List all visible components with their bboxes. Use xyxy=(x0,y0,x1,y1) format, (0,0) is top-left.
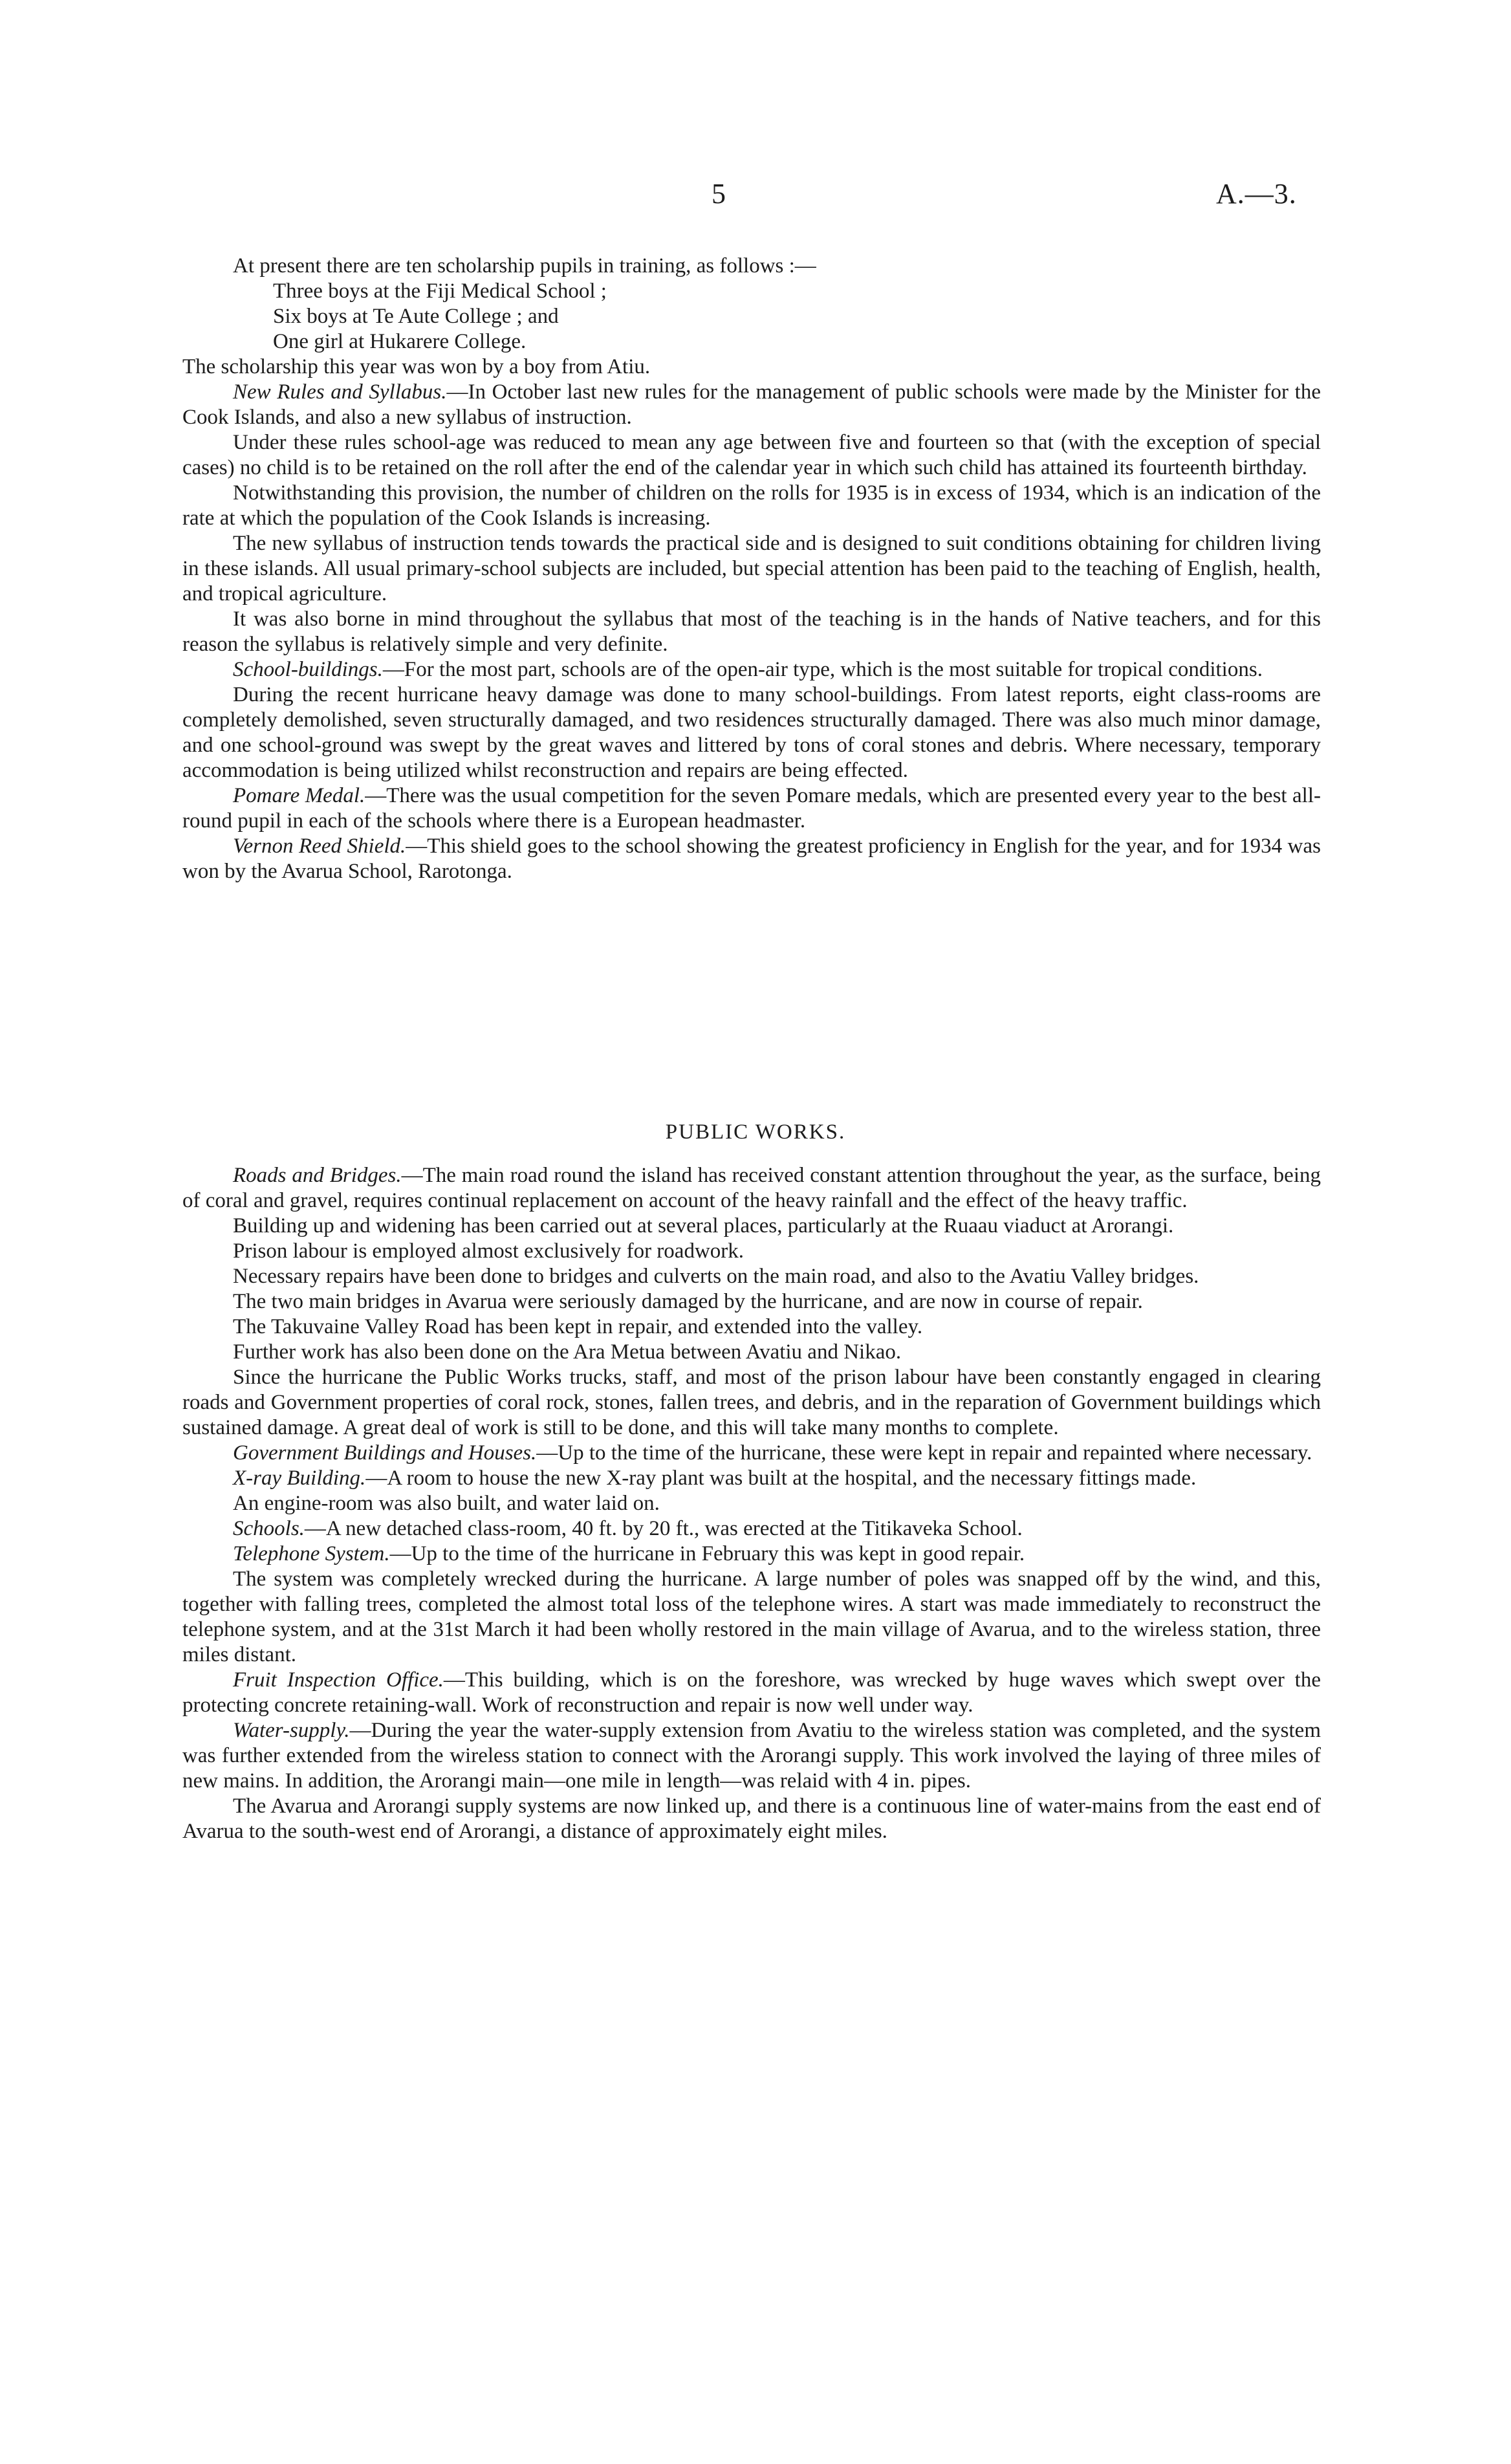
paragraph-government-buildings: Government Buildings and Houses.—Up to the time of the hurricane, these were kept in repair and repainted where necessary. xyxy=(233,1441,1312,1465)
document-reference: A.—3. xyxy=(1216,178,1297,210)
scholarship-pupils-list xyxy=(182,279,1321,354)
pupil-list-item: One girl at Hukarere College. xyxy=(273,330,527,353)
paragraph-ara-metua: Further work has also been done on the Ara Metua between Avatiu and Nikao. xyxy=(233,1340,902,1364)
paragraph-new-rules: New Rules and Syllabus.—In October last new rules for the management of public schools were made by the Minister for the Cook Islands, and also a new syllabus of instruction. xyxy=(182,380,1321,429)
heading-fruit-inspection: Fruit Inspection Office. xyxy=(233,1668,444,1692)
paragraph-school-buildings: School-buildings.—For the most part, schools are of the open-air type, which is the most suitable for tropical conditions. xyxy=(233,658,1263,681)
paragraph-engine-room: An engine-room was also built, and water laid on. xyxy=(233,1492,660,1515)
paragraph-pomare-medal: Pomare Medal.—There was the usual competition for the seven Pomare medals, which are presented every year to the best all-round pupil in each of the schools where there is a European headmaster. xyxy=(182,784,1321,833)
heading-schools: Schools. xyxy=(233,1517,305,1540)
paragraph-syllabus: The new syllabus of instruction tends towards the practical side and is designed to suit conditions obtaining for children living in these islands. All usual primary-school subjects are included, but special attention has been paid to the teaching of English, health, and tropical agriculture. xyxy=(182,532,1321,605)
heading-new-rules: New Rules and Syllabus. xyxy=(233,380,447,404)
pupil-list-item: Three boys at the Fiji Medical School ; xyxy=(273,279,607,303)
paragraph-roads-bridges: Roads and Bridges.—The main road round the island has received constant attention throughout the year, as the surface, being of coral and gravel, requires continual replacement on account of the heavy rainfall and the effect of the heavy traffic. xyxy=(182,1164,1321,1212)
paragraph-xray-building: X-ray Building.—A room to house the new X-ray plant was built at the hospital, and the necessary fittings made. xyxy=(233,1466,1197,1490)
paragraph-telephone-system: Telephone System.—Up to the time of the hurricane in February this was kept in good repair. xyxy=(233,1542,1025,1565)
paragraph-scholarship: The scholarship this year was won by a boy from Atiu. xyxy=(182,355,651,378)
heading-water-supply: Water-supply. xyxy=(233,1719,350,1742)
paragraph-school-age: Under these rules school-age was reduced to mean any age between five and fourteen so that (with the exception of special cases) no child is to be retained on the roll after the end of the calendar year in which such child has attained its fourteenth birthday. xyxy=(182,431,1321,479)
paragraph-notwithstanding: Notwithstanding this provision, the number of children on the rolls for 1935 is in excess of 1934, which is an indication of the rate at which the population of the Cook Islands is increasing. xyxy=(182,481,1321,530)
heading-pomare-medal: Pomare Medal. xyxy=(233,784,365,807)
paragraph-water-supply: Water-supply.—During the year the water-supply extension from Avatiu to the wireless station was completed, and the system was further extended from the wireless station to connect with the Arorangi supply. This work involved the laying of three miles of new mains. In addition, the Arorangi main—one mile in length—was relaid with 4 in. pipes. xyxy=(182,1719,1321,1793)
paragraph-hurricane-damage: During the recent hurricane heavy damage was done to many school-buildings. From latest reports, eight class-rooms are completely demolished, seven structurally damaged, and two residences structurally damaged. There was also much minor damage, and one school-ground was swept by the great waves and littered by tons of coral stones and debris. Where necessary, temporary accommodation is being utilized whilst reconstruction and repairs are being effected. xyxy=(182,683,1321,782)
paragraph-repairs: Necessary repairs have been done to bridges and culverts on the main road, and also to the Avatiu Valley bridges. xyxy=(233,1265,1199,1288)
paragraph-takuvaine: The Takuvaine Valley Road has been kept in repair, and extended into the valley. xyxy=(233,1315,923,1338)
heading-government-buildings: Government Buildings and Houses. xyxy=(233,1441,537,1465)
public-works-section xyxy=(182,1163,1321,1844)
pupil-list-item: Six boys at Te Aute College ; and xyxy=(273,305,559,328)
public-works-heading: PUBLIC WORKS. xyxy=(665,1120,846,1144)
paragraph-water-linked: The Avarua and Arorangi supply systems are now linked up, and there is a continuous line of water-mains from the east end of Avarua to the south-west end of Arorangi, a distance of approximately eight miles. xyxy=(182,1794,1321,1843)
paragraph-two-bridges: The two main bridges in Avarua were seriously damaged by the hurricane, and are now in course of repair. xyxy=(233,1290,1143,1313)
paragraph-widening: Building up and widening has been carried out at several places, particularly at the Ruaau viaduct at Arorangi. xyxy=(233,1214,1174,1237)
page-number: 5 xyxy=(712,178,726,210)
paragraph-since-hurricane: Since the hurricane the Public Works trucks, staff, and most of the prison labour have been constantly engaged in clearing roads and Government properties of coral rock, stones, fallen trees, and debris, and in the reparation of Government buildings which sustained damage. A great deal of work is still to be done, and this will take many months to complete. xyxy=(182,1366,1321,1439)
scholarship-intro: At present there are ten scholarship pupils in training, as follows :— xyxy=(233,254,816,278)
education-section xyxy=(182,254,1321,884)
paragraph-vernon-reed-shield: Vernon Reed Shield.—This shield goes to the school showing the greatest proficiency in English for the year, and for 1934 was won by the Avarua School, Rarotonga. xyxy=(182,834,1321,883)
heading-school-buildings: School-buildings. xyxy=(233,658,383,681)
heading-roads-bridges: Roads and Bridges. xyxy=(233,1164,402,1187)
heading-vernon-reed-shield: Vernon Reed Shield. xyxy=(233,834,406,858)
paragraph-borne-in-mind: It was also borne in mind throughout the syllabus that most of the teaching is in the hands of Native teachers, and for this reason the syllabus is relatively simple and very definite. xyxy=(182,607,1321,656)
heading-xray-building: X-ray Building. xyxy=(233,1466,366,1490)
heading-telephone-system: Telephone System. xyxy=(233,1542,390,1565)
paragraph-fruit-inspection: Fruit Inspection Office.—This building, which is on the foreshore, was wrecked by huge waves which swept over the protecting concrete retaining-wall. Work of reconstruction and repair is now well under way. xyxy=(182,1668,1321,1717)
paragraph-schools: Schools.—A new detached class-room, 40 ft. by 20 ft., was erected at the Titikaveka School. xyxy=(233,1517,1023,1540)
paragraph-prison-labour: Prison labour is employed almost exclusively for roadwork. xyxy=(233,1239,745,1263)
paragraph-telephone-wrecked: The system was completely wrecked during the hurricane. A large number of poles was snapped off by the wind, and this, together with falling trees, completed the almost total loss of the telephone wires. A start was made immediately to reconstruct the telephone system, and at the 31st March it had been wholly restored in the main village of Avarua, and to the wireless station, three miles distant. xyxy=(182,1567,1321,1666)
